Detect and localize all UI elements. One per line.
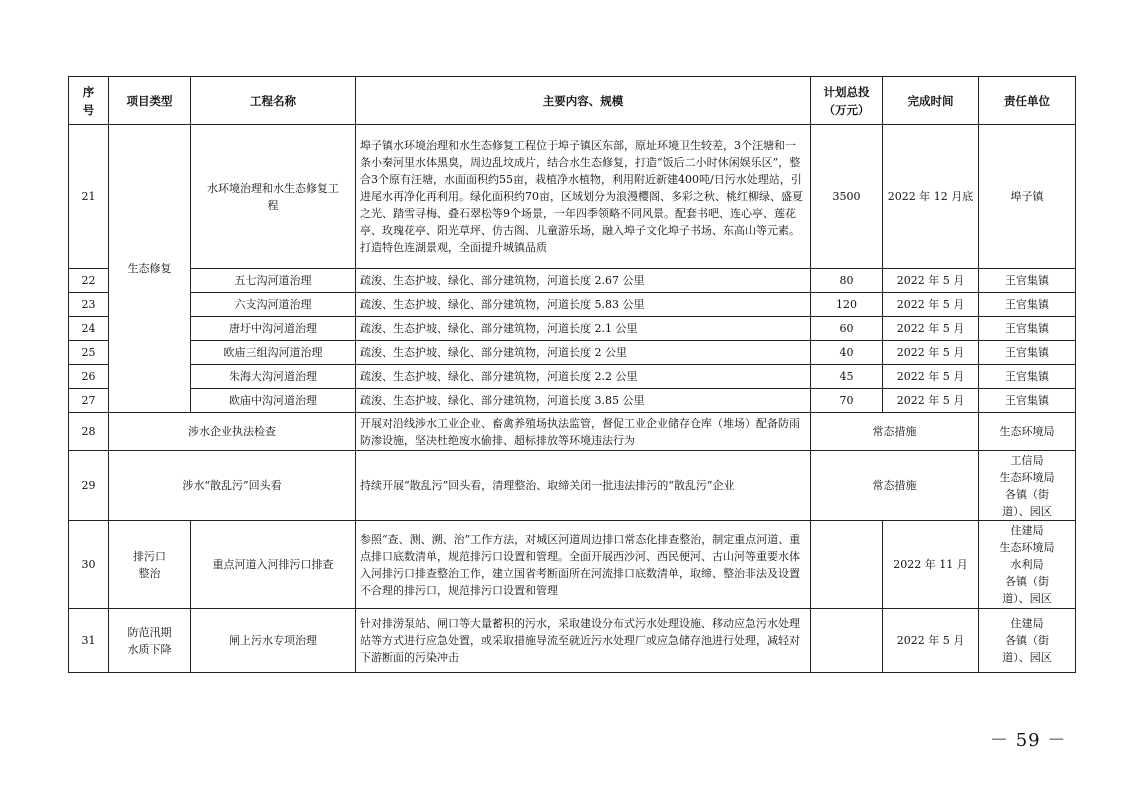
header-name: 工程名称 <box>191 77 356 125</box>
row-name: 重点河道入河排污口排查 <box>191 521 356 609</box>
row-no: 22 <box>69 269 109 293</box>
row-no: 27 <box>69 389 109 413</box>
row-name: 六支沟河道治理 <box>191 293 356 317</box>
header-time: 完成时间 <box>883 77 979 125</box>
row-content: 疏浚、生态护坡、绿化、部分建筑物，河道长度 2 公里 <box>356 341 811 365</box>
row-invest: 120 <box>811 293 883 317</box>
row-time: 2022 年 5 月 <box>883 365 979 389</box>
row-content: 疏浚、生态护坡、绿化、部分建筑物，河道长度 5.83 公里 <box>356 293 811 317</box>
row-name: 五七沟河道治理 <box>191 269 356 293</box>
row-type: 生态修复 <box>109 125 191 413</box>
header-no: 序 号 <box>69 77 109 125</box>
header-type: 项目类型 <box>109 77 191 125</box>
row-name: 朱海大沟河道治理 <box>191 365 356 389</box>
row-content: 疏浚、生态护坡、绿化、部分建筑物，河道长度 2.1 公里 <box>356 317 811 341</box>
row-name: 唐圩中沟河道治理 <box>191 317 356 341</box>
table-row <box>69 451 1076 521</box>
row-no: 21 <box>69 125 109 269</box>
row-content: 开展对沿线涉水工业企业、畜禽养殖场执法监管，督促工业企业储存仓库（堆场）配备防雨防渗设施，坚决杜绝废水偷排、超标排放等环境违法行为 <box>356 413 811 451</box>
table-row <box>69 293 1076 317</box>
row-time: 2022 年 5 月 <box>883 317 979 341</box>
row-unit: 住建局 生态环境局 水利局 各镇（街 道）、园区 <box>979 521 1076 609</box>
header-unit: 责任单位 <box>979 77 1076 125</box>
row-no: 28 <box>69 413 109 451</box>
row-time: 2022 年 12 月底 <box>883 125 979 269</box>
row-unit: 王官集镇 <box>979 389 1076 413</box>
row-type: 防范汛期 水质下降 <box>109 609 191 673</box>
row-invest: 3500 <box>811 125 883 269</box>
table-row <box>69 317 1076 341</box>
row-content: 疏浚、生态护坡、绿化、部分建筑物，河道长度 2.2 公里 <box>356 365 811 389</box>
row-unit: 王官集镇 <box>979 317 1076 341</box>
row-content: 疏浚、生态护坡、绿化、部分建筑物，河道长度 3.85 公里 <box>356 389 811 413</box>
row-name: 水环境治理和水生态修复工 程 <box>191 125 356 269</box>
row-invest: 40 <box>811 341 883 365</box>
row-invest <box>811 609 883 673</box>
row-name: 闸上污水专项治理 <box>191 609 356 673</box>
row-invest <box>811 521 883 609</box>
row-unit: 王官集镇 <box>979 293 1076 317</box>
row-time: 2022 年 5 月 <box>883 269 979 293</box>
row-invest: 70 <box>811 389 883 413</box>
row-unit: 工信局 生态环境局 各镇（街 道）、园区 <box>979 451 1076 521</box>
row-no: 29 <box>69 451 109 521</box>
row-unit: 住建局 各镇（街 道）、园区 <box>979 609 1076 673</box>
row-type: 排污口 整治 <box>109 521 191 609</box>
row-no: 23 <box>69 293 109 317</box>
table-row <box>69 341 1076 365</box>
page-number: － 59 － <box>990 730 1067 751</box>
table-row <box>69 413 1076 451</box>
row-name: 欧庙三组沟河道治理 <box>191 341 356 365</box>
header-content: 主要内容、规模 <box>356 77 811 125</box>
row-content: 埠子镇水环境治理和水生态修复工程位于埠子镇区东部，原址环境卫生较差，3个汪塘和一条小秦河里水体黑臭，周边乱坟成片，结合水生态修复，打造“饭后二小时休闲娱乐区”，整合3个原有汪塘，水面面积约55亩，栽植净水植物，利用附近新建400吨/日污水处理站，引进尾水再净化再利用。绿化面积约70亩，区域划分为浪漫樱阁、多彩之秋、桃红柳绿、盛夏之光、踏雪寻梅、叠石翠松等9个场景，一年四季领略不同风景。配套书吧、连心亭、莲花亭、玫瑰花亭、阳光草坪、仿古阁、儿童游乐场，融入埠子文化埠子书场、东高山等元素。打造特色连湖景观，全面提升城镇品质 <box>356 125 811 269</box>
row-name: 欧庙中沟河道治理 <box>191 389 356 413</box>
row-invest: 80 <box>811 269 883 293</box>
table-row <box>69 269 1076 293</box>
row-content: 持续开展“散乱污”回头看，清理整治、取缔关闭一批违法排污的“散乱污”企业 <box>356 451 811 521</box>
row-invest: 45 <box>811 365 883 389</box>
row-unit: 王官集镇 <box>979 365 1076 389</box>
table-row <box>69 609 1076 673</box>
table-row <box>69 521 1076 609</box>
row-no: 24 <box>69 317 109 341</box>
row-time: 2022 年 5 月 <box>883 341 979 365</box>
table-row <box>69 125 1076 269</box>
row-time: 2022 年 5 月 <box>883 293 979 317</box>
row-unit: 埠子镇 <box>979 125 1076 269</box>
row-time: 常态措施 <box>811 413 979 451</box>
row-unit: 王官集镇 <box>979 341 1076 365</box>
row-no: 26 <box>69 365 109 389</box>
row-name: 涉水“散乱污”回头看 <box>109 451 356 521</box>
row-content: 疏浚、生态护坡、绿化、部分建筑物，河道长度 2.67 公里 <box>356 269 811 293</box>
row-content: 参照“查、测、溯、治”工作方法，对城区河道周边排口常态化排查整治，制定重点河道、重点排口底数清单，规范排污口设置和管理。全面开展西沙河、西民便河、古山河等重要水体入河排污口排查整治工作，建立国省考断面所在河流排口底数清单，取缔、整治非法及设置不合理的排污口，规范排污口设置和管理 <box>356 521 811 609</box>
row-name: 涉水企业执法检查 <box>109 413 356 451</box>
row-time: 2022 年 5 月 <box>883 609 979 673</box>
table-header-row <box>69 77 1076 125</box>
row-no: 25 <box>69 341 109 365</box>
row-time: 常态措施 <box>811 451 979 521</box>
row-no: 31 <box>69 609 109 673</box>
table-row <box>69 365 1076 389</box>
row-content: 针对排涝泵站、闸口等大量蓄积的污水，采取建设分布式污水处理设施、移动应急污水处理站等方式进行应急处置，或采取措施导流至就近污水处理厂或应急储存池进行处理，减轻对下游断面的污染冲击 <box>356 609 811 673</box>
table-row <box>69 389 1076 413</box>
header-invest: 计划总投 （万元） <box>811 77 883 125</box>
row-no: 30 <box>69 521 109 609</box>
row-invest: 60 <box>811 317 883 341</box>
row-unit: 生态环境局 <box>979 413 1076 451</box>
row-time: 2022 年 5 月 <box>883 389 979 413</box>
project-table <box>68 76 1076 673</box>
row-unit: 王官集镇 <box>979 269 1076 293</box>
row-time: 2022 年 11 月 <box>883 521 979 609</box>
